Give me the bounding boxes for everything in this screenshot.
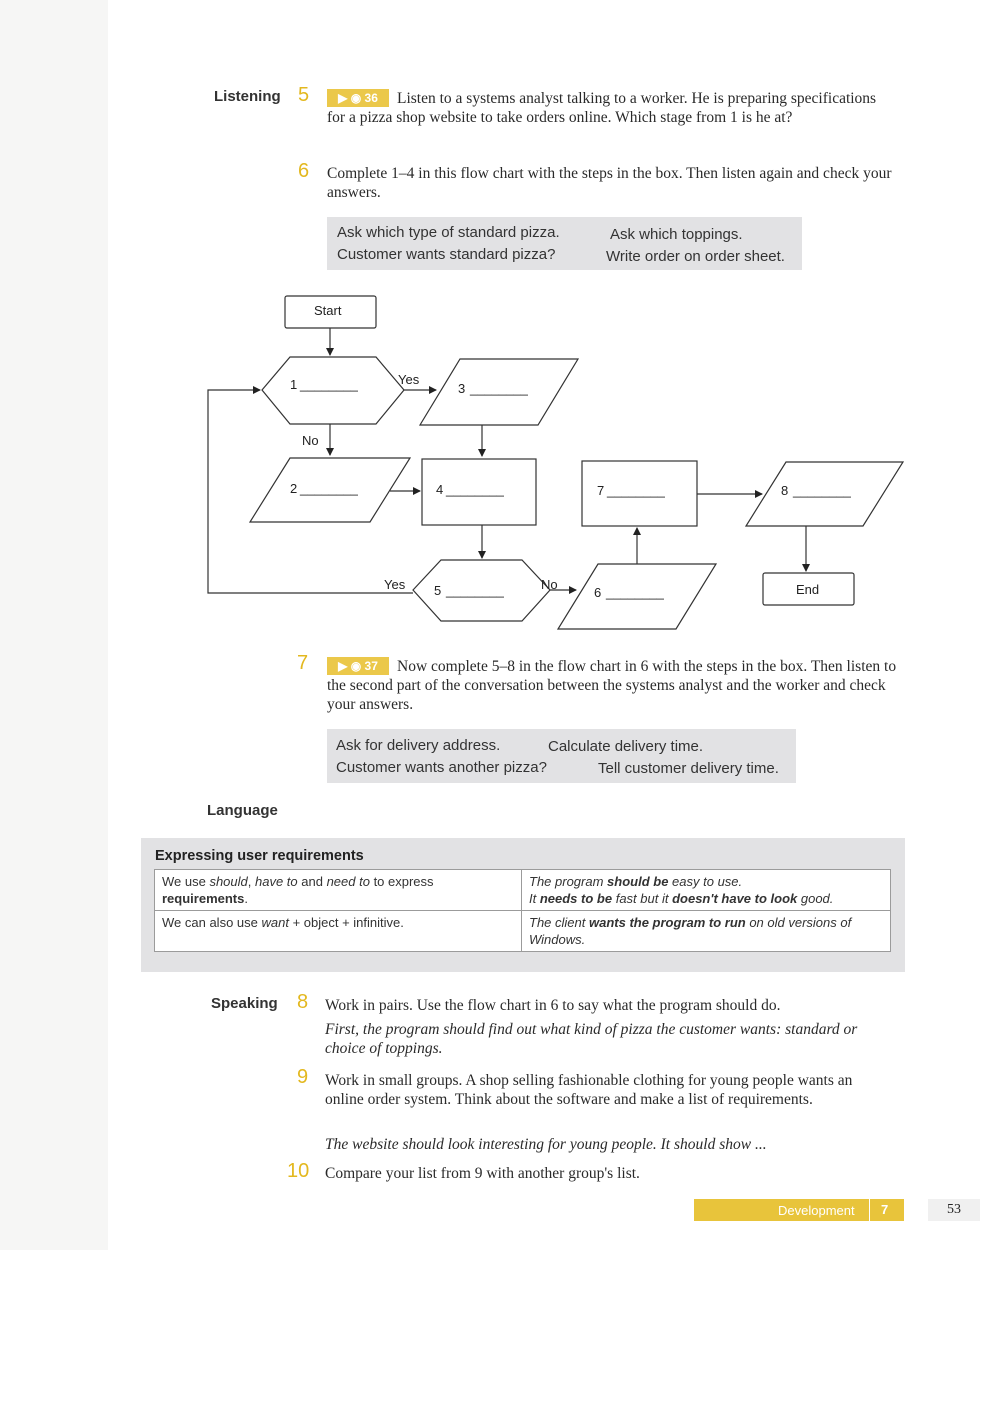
table-cell: The client wants the program to run on old versions of Windows. — [522, 911, 891, 952]
cd-icon: ◉ — [350, 91, 362, 105]
step-number: 7 — [597, 483, 605, 498]
cd-icon: ◉ — [350, 659, 362, 673]
blank-line: ________ — [793, 483, 851, 498]
step-number: 8 — [781, 483, 789, 498]
exercise-5-instructions: Listen to a systems analyst talking to a worker. He is preparing specifications for a pizza shop website to take orders online. Which stage from 1 is he at? — [327, 90, 877, 126]
table-row — [155, 870, 891, 911]
unit-number: 7 — [881, 1202, 889, 1217]
language-box — [141, 838, 905, 972]
exercise-8-number: 8 — [297, 991, 309, 1013]
word-box-7-item: Tell customer delivery time. — [598, 760, 779, 777]
footer-divider — [869, 1199, 870, 1221]
exercise-10-number: 10 — [287, 1160, 310, 1182]
exercise-7-instructions: Now complete 5–8 in the flow chart in 6 with the steps in the box. Then listen to the second part of the conversation between the systems analyst and the worker and check your answers. — [327, 658, 897, 713]
blank-line: ________ — [470, 381, 528, 396]
blank-line: ________ — [446, 583, 504, 598]
exercise-8-text: Work in pairs. Use the flow chart in 6 to say what the program should do. — [325, 997, 781, 1014]
table-row — [155, 911, 891, 952]
exercise-6-number: 6 — [298, 160, 310, 182]
exercise-6-text: Complete 1–4 in this flow chart with the steps in the box. Then listen again and check your answers. — [327, 165, 892, 201]
exercise-5-number: 5 — [298, 84, 310, 106]
step-number: 4 — [436, 482, 444, 497]
language-table — [154, 869, 891, 952]
blank-line: ________ — [607, 483, 665, 498]
start-label: Start — [314, 303, 342, 318]
language-box-title: Expressing user requirements — [155, 848, 364, 864]
no-label: No — [302, 433, 319, 448]
exercise-9-example: The website should look interesting for young people. It should show ... — [325, 1136, 767, 1153]
page-number: 53 — [928, 1199, 980, 1221]
yes-label: Yes — [384, 577, 406, 592]
exercise-7-text — [327, 657, 905, 714]
audio-track-number: 37 — [364, 659, 378, 673]
audio-track-badge-37[interactable]: ▶ ◉ 37 — [327, 657, 389, 675]
word-box-6-item: Ask which type of standard pizza. — [337, 224, 560, 241]
exercise-9-text: Work in small groups. A shop selling fashionable clothing for young people wants an online order system. Think about the software and make a list of requirements. — [325, 1072, 853, 1108]
unit-footer-bar — [694, 1199, 904, 1221]
step-number: 2 — [290, 481, 298, 496]
table-cell: We use should, have to and need to to express requirements. — [155, 870, 522, 911]
word-box-7-item: Calculate delivery time. — [548, 738, 704, 755]
listening-label: Listening — [214, 88, 281, 105]
step-number: 5 — [434, 583, 442, 598]
yes-label: Yes — [398, 372, 420, 387]
step-number: 3 — [458, 381, 466, 396]
blank-line: ________ — [446, 482, 504, 497]
word-box-6-item: Write order on order sheet. — [606, 248, 785, 265]
exercise-7-number: 7 — [297, 652, 309, 674]
blank-line: ________ — [606, 585, 664, 600]
step-number: 6 — [594, 585, 602, 600]
table-cell: We can also use want + object + infinitive. — [155, 911, 522, 952]
pizza-order-flow-chart — [0, 0, 1000, 660]
exercise-8-example: First, the program should find out what kind of pizza the customer wants: standard or choice of toppings. — [325, 1021, 858, 1057]
step-number: 1 — [290, 377, 298, 392]
word-box-7-item: Customer wants another pizza? — [336, 759, 547, 776]
word-box-6-item: Ask which toppings. — [610, 226, 743, 243]
audio-track-badge-36[interactable]: ▶ ◉ 36 — [327, 89, 389, 107]
unit-title: Development — [778, 1203, 855, 1218]
speaking-label: Speaking — [211, 995, 278, 1012]
language-label: Language — [207, 802, 278, 819]
audio-track-number: 36 — [364, 91, 378, 105]
word-box-6-item: Customer wants standard pizza? — [337, 246, 556, 263]
exercise-9-number: 9 — [297, 1066, 309, 1088]
word-box-7-item: Ask for delivery address. — [336, 737, 501, 754]
end-label: End — [796, 582, 820, 597]
no-label: No — [541, 577, 558, 592]
word-box-7 — [327, 729, 796, 783]
blank-line: ________ — [300, 481, 358, 496]
exercise-10-text: Compare your list from 9 with another group's list. — [325, 1165, 640, 1182]
blank-line: ________ — [300, 377, 358, 392]
table-cell: The program should be easy to use. It needs to be fast but it doesn't have to look good. — [522, 870, 891, 911]
